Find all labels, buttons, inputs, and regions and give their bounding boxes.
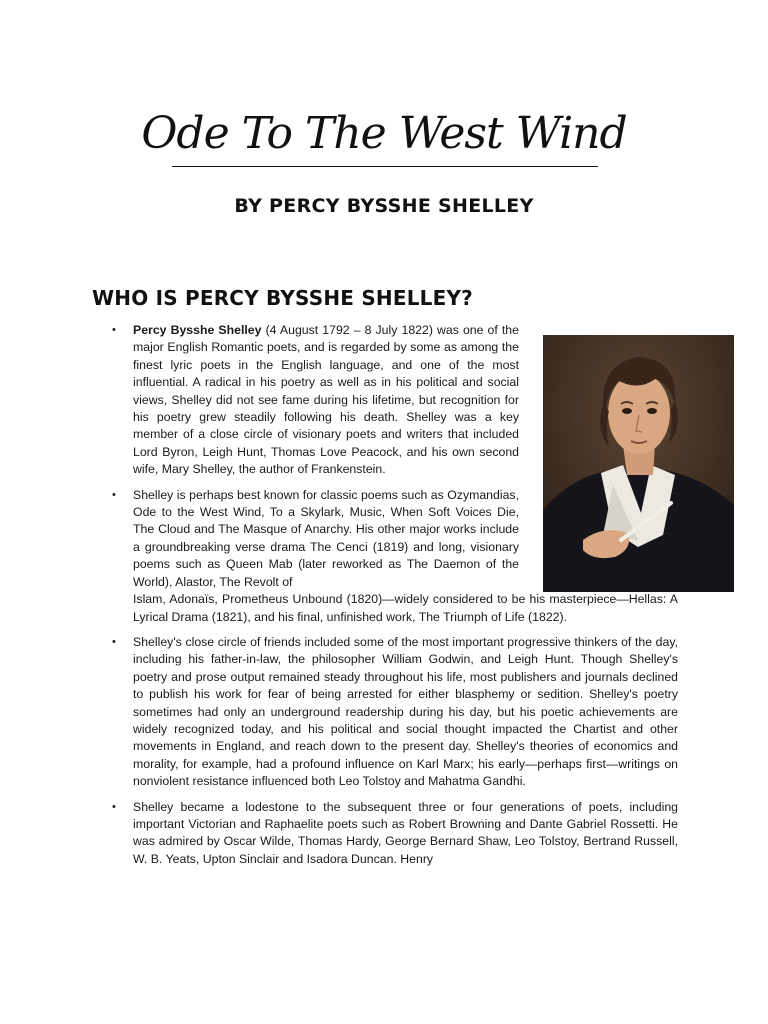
paragraph-text: Shelley became a lodestone to the subsequent three or four generations of poets, including important Victorian and Raphaelite poets such as Robert Browning and Dante Gabriel Rossetti. He was admired by Oscar Wilde, Thomas Hardy, George Bernard Shaw, Leo Tolstoy, Bertrand Russell, W. B. Yeats, Upton Sinclair and Isadora Duncan. Henry — [133, 799, 678, 866]
list-item — [112, 322, 519, 479]
bullet: • — [112, 635, 116, 648]
bullet: • — [112, 488, 116, 501]
list-item — [112, 487, 678, 626]
page-title: Ode To The West Wind — [141, 108, 627, 159]
bullet: • — [112, 800, 116, 813]
author-name: Percy Bysshe Shelley — [133, 323, 262, 337]
bullet: • — [112, 324, 116, 336]
list-item — [112, 634, 678, 791]
section-heading: WHO IS PERCY BYSSHE SHELLEY? — [92, 286, 473, 310]
title-underline — [172, 166, 598, 167]
paragraph-text: (4 August 1792 – 8 July 1822) was one of the major English Romantic poets, and is regarded by some as among the finest lyric poets in the English language, and one of the most influential. A radical in his poetry as well as in his political and social views, Shelley did not see fame during his lifetime, but recognition for his poetry grew steadily following his death. Shelley was a key member of a close circle of visionary poets and writers that included Lord Byron, Leigh Hunt, Thomas Love Peacock, and his own second wife, Mary Shelley, the author of Frankenstein. — [133, 323, 519, 477]
paragraph-text-continued: Islam, Adonaïs, Prometheus Unbound (1820)—widely considered to be his masterpiece—Hellas: A Lyrical Drama (1821), and his final, unfinished work, The Triumph of Life (1822). — [133, 592, 678, 624]
paragraph-text: Shelley's close circle of friends included some of the most important progressive thinkers of the day, including his father-in-law, the philosopher William Godwin, and Leigh Hunt. Though Shelley's poetry and prose output remained steady throughout his life, most publishers and journals declined to publish his work for fear of being arrested for either blasphemy or sedition. Shelley's poetry sometimes had only an underground readership during his day, but his poetic achievements are widely recognized today, and his political and social thought impacted the Chartist and other movements in England, and reach down to the present day. Shelley's theories of economics and morality, for example, had a profound influence on Karl Marx; his early—perhaps first—writings on nonviolent resistance influenced both Leo Tolstoy and Mahatma Gandhi. — [133, 634, 678, 789]
bio-list — [112, 322, 678, 876]
page-subtitle: BY PERCY BYSSHE SHELLEY — [234, 195, 534, 217]
paragraph-text: Shelley is perhaps best known for classic poems such as Ozymandias, Ode to the West Wind, To a Skylark, Music, When Soft Voices Die, The Cloud and The Masque of Anarchy. His other major works include a groundbreaking verse drama The Cenci (1819) and long, visionary poems such as Queen Mab (later reworked as The Daemon of the World), Alastor, The Revolt of — [133, 487, 519, 589]
list-item — [112, 799, 678, 869]
